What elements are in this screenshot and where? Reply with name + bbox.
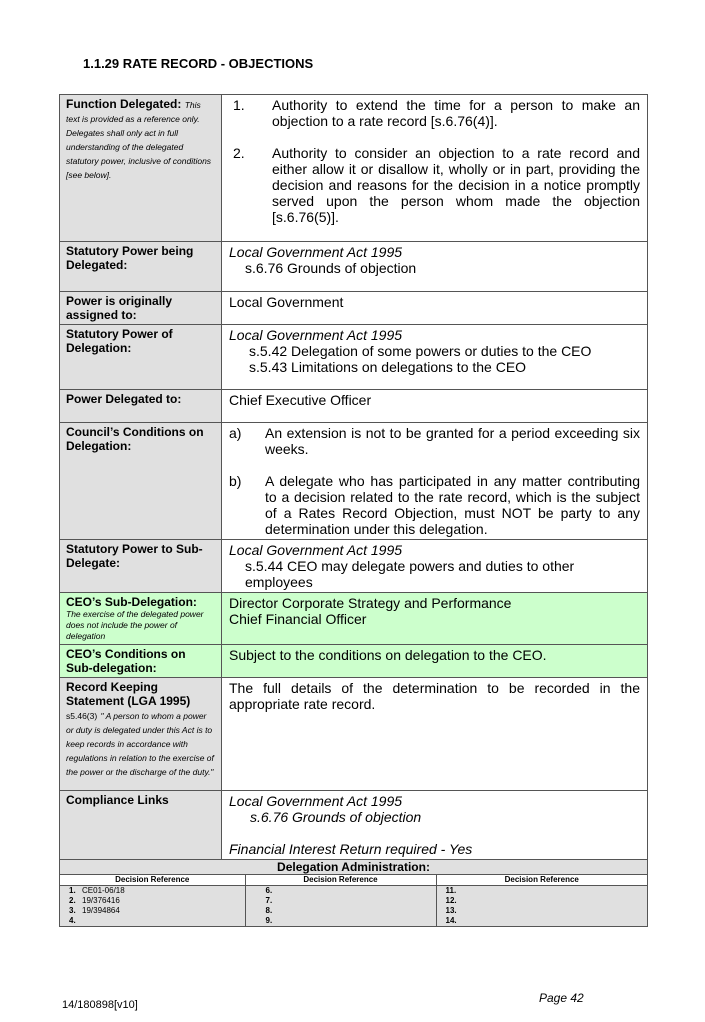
condition-a: a) An extension is not to be granted for a period exceeding six weeks. [229, 425, 640, 457]
page-number: Page 42 [539, 991, 584, 1005]
record-keeping-label: Record Keeping Statement (LGA 1995) [66, 680, 191, 708]
function-item-2: 2. Authority to consider an objection to a rate record and either allow it or disallow it, wholly or in part, providing the decision and reasons for the decision in a notice promptly served upon the person whom made the objection [s.6.76(5)]. [233, 145, 640, 225]
row-ceo-sub-delegation [60, 593, 648, 645]
col1-header: Decision Reference [60, 875, 245, 886]
row-sub-delegate [60, 540, 648, 593]
document-reference: 14/180898[v10] [62, 999, 138, 1011]
decision-col-3 [436, 886, 647, 927]
ceo-sub-value: Director Corporate Strategy and Performance Chief Financial Officer [222, 593, 648, 645]
section-heading: 1.1.29 RATE RECORD - OBJECTIONS [83, 56, 314, 71]
admin-title: Delegation Administration: [60, 860, 648, 875]
power-of-delegation-label: Statutory Power of Delegation: [60, 325, 222, 390]
decision-row: 13. [445, 906, 457, 915]
conditions-label: Council’s Conditions on Delegation: [60, 423, 222, 540]
record-keeping-ref: s5.46(3) [66, 711, 98, 721]
condition-b: b) A delegate who has participated in any matter contributing to a decision related to the rate record, which is the subject of a Rates Record Objection, must NOT be party to any determination under this delegation. [229, 473, 640, 537]
ceo-conditions-value: Subject to the conditions on delegation to the CEO. [222, 645, 648, 678]
row-function-delegated [60, 95, 648, 242]
statutory-power-label: Statutory Power being Delegated: [60, 242, 222, 292]
decision-row: 1. CE01-06/18 [69, 886, 125, 895]
decision-row: 12. [445, 896, 457, 905]
row-admin-table [60, 875, 648, 927]
delegated-to-value: Chief Executive Officer [222, 390, 648, 423]
decision-col-1 [60, 886, 245, 927]
assigned-value: Local Government [222, 292, 648, 325]
decision-row: 3. 19/394864 [69, 906, 120, 915]
delegated-to-label: Power Delegated to: [60, 390, 222, 423]
decision-reference-header [60, 875, 647, 886]
ceo-sub-label-cell [60, 593, 222, 645]
function-item-1: 1. Authority to extend the time for a person to make an objection to a rate record [s.6.76(4)]. [233, 97, 640, 129]
statutory-power-value: Local Government Act 1995 s.6.76 Grounds of objection [222, 242, 648, 292]
decision-row: 11. [445, 886, 457, 895]
decision-col-2 [245, 886, 436, 927]
compliance-value: Local Government Act 1995 s.6.76 Grounds of objection Financial Interest Return required - Yes [222, 791, 648, 860]
sub-delegate-value: Local Government Act 1995 s.5.44 CEO may delegate powers and duties to other employees [222, 540, 648, 593]
record-keeping-value: The full details of the determination to be recorded in the appropriate rate record. [222, 678, 648, 791]
decision-row: 9. [265, 916, 273, 925]
col2-header: Decision Reference [245, 875, 436, 886]
decision-row: 2. 19/376416 [69, 896, 120, 905]
power-of-delegation-value: Local Government Act 1995 s.5.42 Delegation of some powers or duties to the CEO s.5.43 Limitations on delegations to the CEO [222, 325, 648, 390]
row-power-of-delegation [60, 325, 648, 390]
record-keeping-quote: " A person to whom a power or duty is delegated under this Act is to keep records in accordance with regulations in relation to the exercise of the power or the discharge of the duty." [66, 711, 214, 777]
function-label: Function Delegated: [66, 97, 182, 111]
sub-delegate-label: Statutory Power to Sub-Delegate: [60, 540, 222, 593]
row-statutory-power [60, 242, 648, 292]
row-admin-title [60, 860, 648, 875]
function-value-cell [222, 95, 648, 242]
decision-row: 6. [265, 886, 273, 895]
ceo-conditions-label: CEO’s Conditions on Sub-delegation: [60, 645, 222, 678]
decision-row: 7. [265, 896, 273, 905]
assigned-label: Power is originally assigned to: [60, 292, 222, 325]
row-assigned-to [60, 292, 648, 325]
decision-reference-table [60, 875, 647, 926]
compliance-label: Compliance Links [60, 791, 222, 860]
conditions-value [222, 423, 648, 540]
row-ceo-conditions [60, 645, 648, 678]
row-compliance [60, 791, 648, 860]
col3-header: Decision Reference [436, 875, 647, 886]
record-keeping-label-cell [60, 678, 222, 791]
row-record-keeping [60, 678, 648, 791]
delegation-table [59, 94, 648, 927]
row-council-conditions [60, 423, 648, 540]
function-note: This text is provided as a reference only. Delegates shall only act in full understanding of the delegated statutory power, inclusive of conditions [see below]. [66, 100, 212, 180]
ceo-sub-note: The exercise of the delegated power does not include the power of delegation [66, 609, 204, 641]
decision-row: 14. [445, 916, 457, 925]
decision-row: 4. [69, 916, 76, 925]
function-label-cell [60, 95, 222, 242]
ceo-sub-label: CEO’s Sub-Delegation: [66, 595, 197, 609]
decision-row: 8. [265, 906, 273, 915]
row-delegated-to [60, 390, 648, 423]
